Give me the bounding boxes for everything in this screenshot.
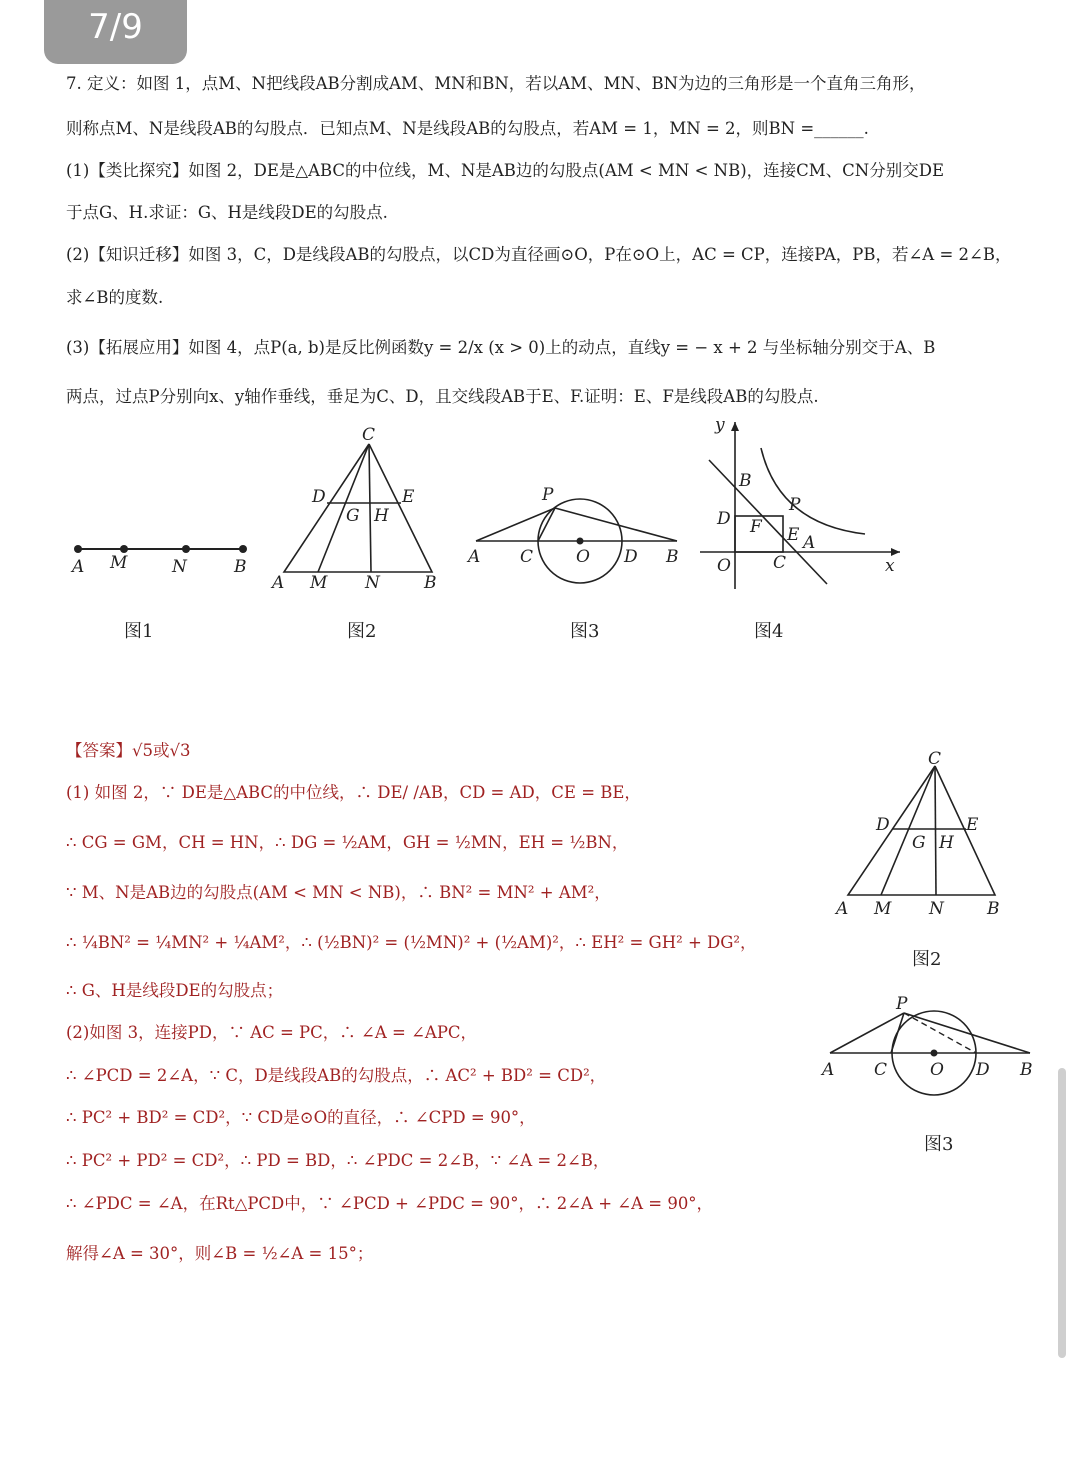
- ans-fig2-label-h: H: [939, 833, 954, 853]
- fig3-caption: 图3: [570, 621, 600, 642]
- answer-line-9: ∴ PC² + BD² = CD²，∵ CD是⊙O的直径，∴ ∠CPD = 90°，: [66, 1108, 536, 1127]
- ans-fig3-label-d: D: [976, 1060, 990, 1080]
- ans-fig2-label-e: E: [966, 815, 979, 835]
- question-line-5: (2)【知识迁移】如图 3，C，D是线段AB的勾股点，以CD为直径画⊙O，P在⊙O上，AC = CP，连接PA，PB，若∠A = 2∠B，: [66, 245, 1012, 264]
- answer-line-8: ∴ ∠PCD = 2∠A，∵ C，D是线段AB的勾股点，∴ AC² + BD² = CD²，: [66, 1066, 607, 1085]
- fig4-label-o: O: [717, 556, 731, 576]
- fig4-label-e: E: [787, 525, 800, 545]
- ans-fig2-label-n: N: [929, 899, 944, 919]
- fig1-label-n: N: [172, 557, 187, 577]
- ans-fig3-label-o: O: [930, 1060, 944, 1080]
- question-line-3: (1)【类比探究】如图 2，DE是△ABC的中位线，M、N是AB边的勾股点(AM < MN < NB)，连接CM、CN分别交DE: [66, 161, 944, 180]
- fig4-label-f: F: [750, 517, 762, 537]
- figure-2: [266, 424, 446, 594]
- fig2-label-b: B: [424, 573, 437, 593]
- scrollbar[interactable]: [1058, 1068, 1066, 1358]
- answer-line-10: ∴ PC² + PD² = CD²，∴ PD = BD，∴ ∠PDC = 2∠B，∵ ∠A = 2∠B，: [66, 1151, 610, 1170]
- fig1-label-m: M: [110, 553, 128, 573]
- answer-line-3: ∴ CG = GM，CH = HN，∴ DG = ½AM，GH = ½MN，EH = ½BN，: [66, 833, 629, 852]
- figure-1: [66, 530, 256, 590]
- answer-fig2-caption: 图2: [912, 949, 942, 970]
- fig4-label-x: x: [885, 556, 895, 576]
- fig2-label-c: C: [362, 425, 376, 445]
- fig4-label-y: y: [715, 415, 725, 435]
- ans-fig3-label-c: C: [874, 1060, 888, 1080]
- answer-line-4: ∵ M、N是AB边的勾股点(AM < MN < NB)，∴ BN² = MN² + AM²，: [66, 883, 611, 902]
- fig2-label-d: D: [312, 487, 326, 507]
- fig4-label-p: P: [789, 495, 801, 515]
- ans-fig3-label-b: B: [1020, 1060, 1033, 1080]
- fig2-caption: 图2: [347, 621, 377, 642]
- question-line-1: 7. 定义：如图 1，点M、N把线段AB分割成AM、MN和BN，若以AM、MN、BN为边的三角形是一个直角三角形，: [66, 74, 926, 93]
- page-indicator: 7/9: [44, 0, 187, 64]
- ans-fig2-label-d: D: [876, 815, 890, 835]
- ans-fig3-label-p: P: [896, 994, 908, 1014]
- fig1-label-b: B: [234, 557, 247, 577]
- answer-line-7: (2)如图 3，连接PD，∵ AC = PC，∴ ∠A = ∠APC，: [66, 1023, 478, 1042]
- answer-fig3-caption: 图3: [924, 1134, 954, 1155]
- fig3-label-c: C: [520, 547, 534, 567]
- question-line-7: (3)【拓展应用】如图 4，点P(a, b)是反比例函数y = 2/x (x > 0)上的动点，直线y = − x + 2 与坐标轴分别交于A、B: [66, 338, 936, 357]
- question-line-4: 于点G、H.求证：G、H是线段DE的勾股点.: [66, 203, 388, 222]
- fig4-caption: 图4: [754, 621, 784, 642]
- fig4-label-a: A: [803, 533, 816, 553]
- fig2-label-h: H: [374, 506, 389, 526]
- answer-figure-3: [816, 993, 1041, 1103]
- fig4-label-b: B: [739, 471, 752, 491]
- ans-fig3-label-a: A: [822, 1060, 835, 1080]
- question-line-8: 两点，过点P分别向x、y轴作垂线，垂足为C、D，且交线段AB于E、F.证明：E、F是线段AB的勾股点.: [66, 387, 819, 406]
- question-line-2: 则称点M、N是线段AB的勾股点．已知点M、N是线段AB的勾股点，若AM = 1，MN = 2，则BN =______.: [66, 119, 869, 138]
- ans-fig2-label-a: A: [836, 899, 849, 919]
- fig3-label-p: P: [542, 485, 554, 505]
- fig3-label-a: A: [468, 547, 481, 567]
- answer-figure-2: [828, 748, 1013, 923]
- fig2-label-e: E: [402, 487, 415, 507]
- fig3-label-d: D: [624, 547, 638, 567]
- figure-3: [462, 478, 687, 588]
- answer-line-5: ∴ ¼BN² = ¼MN² + ¼AM²，∴ (½BN)² = (½MN)² + (½AM)²，∴ EH² = GH² + DG²，: [66, 933, 757, 952]
- answer-line-12: 解得∠A = 30°，则∠B = ½∠A = 15°；: [66, 1244, 374, 1263]
- fig2-label-a: A: [272, 573, 285, 593]
- ans-fig2-label-b: B: [987, 899, 1000, 919]
- ans-fig2-label-c: C: [928, 749, 942, 769]
- fig2-label-g: G: [346, 506, 360, 526]
- answer-line-2: (1) 如图 2，∵ DE是△ABC的中位线，∴ DE/ /AB，CD = AD，CE = BE，: [66, 783, 641, 802]
- fig4-label-c: C: [773, 553, 787, 573]
- fig3-label-o: O: [576, 547, 590, 567]
- fig4-label-d: D: [717, 509, 731, 529]
- fig2-label-m: M: [310, 573, 328, 593]
- fig1-caption: 图1: [124, 621, 154, 642]
- answer-line-11: ∴ ∠PDC = ∠A，在Rt△PCD中，∵ ∠PCD + ∠PDC = 90°，∴ 2∠A + ∠A = 90°，: [66, 1194, 714, 1213]
- question-line-6: 求∠B的度数.: [66, 288, 164, 307]
- answer-line-6: ∴ G、H是线段DE的勾股点；: [66, 981, 284, 1000]
- ans-fig2-label-g: G: [912, 833, 926, 853]
- ans-fig2-label-m: M: [874, 899, 892, 919]
- fig2-label-n: N: [365, 573, 380, 593]
- figure-4: [695, 414, 910, 594]
- fig3-label-b: B: [666, 547, 679, 567]
- answer-line-1: 【答案】√5或√3: [66, 741, 191, 760]
- fig1-label-a: A: [72, 557, 85, 577]
